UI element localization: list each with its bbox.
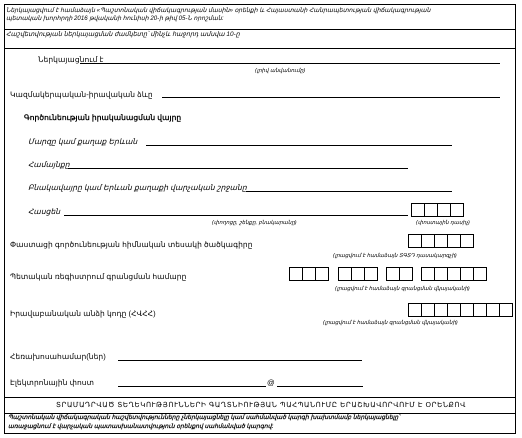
region-field[interactable] xyxy=(146,145,452,146)
registry-number-group-3[interactable] xyxy=(386,267,413,281)
community-field[interactable] xyxy=(68,168,408,169)
liability-note-line-2: առաջացնում է վարչական պատասխանատվություն օրենքով սահմանված կարգով: xyxy=(8,424,274,430)
presented-by-caption: (լրիվ անվանումը) xyxy=(255,68,306,74)
address-caption: (փողոցը, շենքը, բնակարանը) xyxy=(212,220,297,226)
presented-by-label: Ներկայացնում է xyxy=(38,55,104,64)
email-user-field[interactable] xyxy=(118,386,266,387)
registry-number-group-4[interactable] xyxy=(421,267,487,281)
address-field[interactable] xyxy=(64,215,408,216)
address-label: Հասցեն xyxy=(28,207,61,216)
activity-code-caption: (լրացվում է համաձայն ՏԳՏԴ դասակարգչի) xyxy=(333,253,457,259)
postal-code-caption: (փոստային դասիչ) xyxy=(416,220,470,226)
postal-code-boxes[interactable] xyxy=(411,203,464,217)
liability-note-line-1: Պաշտոնական վիճակագրական հաշվետվությունները չներկայացնելը կամ սահմանված կարգի խախտմամբ ներկայացնելը՝ xyxy=(8,415,400,421)
registry-number-caption: (լրացվում է համաձայն գրանցման վկայականի) xyxy=(335,286,470,292)
presented-by-field[interactable] xyxy=(80,63,500,64)
activity-code-label: Փաստացի գործունեության հիմնական տեսակի ծածկագիրը xyxy=(10,240,253,249)
settlement-label: Բնակավայրը կամ Երևան քաղաքի վարչական շրջանը xyxy=(28,183,247,192)
region-label: Մարզը կամ քաղաք Երևան xyxy=(28,137,138,146)
email-label: Էլեկտրոնային փոստ xyxy=(10,378,94,387)
confidentiality-warning: ՏՐԱՄԱԴՐՎԱԾ ՏԵՂԵԿՈՒԹՅՈՒՆՆԵՐԻ ԳԱՂՏՆԻՈՒԹՅԱՆ ՊԱՀՊԱՆՈՒՄԸ ԵՐԱՇԽԱՎՈՐՎՈՒՄ Է ՕՐԵՆՔՈՎ xyxy=(55,402,467,409)
registry-number-group-2[interactable] xyxy=(338,267,378,281)
settlement-field[interactable] xyxy=(246,191,452,192)
form-title: Հաշվետվության ներկայացման ժամկետը՝ մինչև հաջորդ ամսվա 10-ը xyxy=(6,31,240,38)
header-legal-line-2: պետական խորհրդի 2016 թվականի հունիսի 20-ի թիվ 05-Ն որոշման: xyxy=(6,15,224,22)
phone-label: Հեռախոսահամար(ներ) xyxy=(10,352,106,361)
tin-caption: (լրացվում է համաձայն գրանցման վկայականի) xyxy=(323,320,458,326)
tin-label: Իրավաբանական անձի կոդը (ՀՎՀՀ) xyxy=(10,309,156,318)
email-domain-field[interactable] xyxy=(277,386,363,387)
activity-code-boxes[interactable] xyxy=(408,234,474,248)
org-form-field[interactable] xyxy=(162,97,500,98)
header-legal-line-1: Ներկայացվում է համաձայն «Պաշտոնական վիճակագրության մասին» օրենքի և Հայաստանի Հանրապետության վիճակագրության xyxy=(6,7,431,14)
email-at-sign: @ xyxy=(267,378,275,387)
tin-boxes[interactable] xyxy=(408,303,513,317)
body-divider xyxy=(5,397,515,398)
community-label: Համայնքը xyxy=(28,160,70,169)
location-heading: Գործունեության իրականացման վայրը xyxy=(24,113,182,122)
phone-field[interactable] xyxy=(118,360,362,361)
registry-number-label: Պետական ռեգիստրում գրանցման համարը xyxy=(10,272,187,281)
org-form-label: Կազմակերպական-իրավական ձևը xyxy=(10,90,153,99)
title-divider xyxy=(5,48,515,49)
registry-number-group-1[interactable] xyxy=(289,267,329,281)
